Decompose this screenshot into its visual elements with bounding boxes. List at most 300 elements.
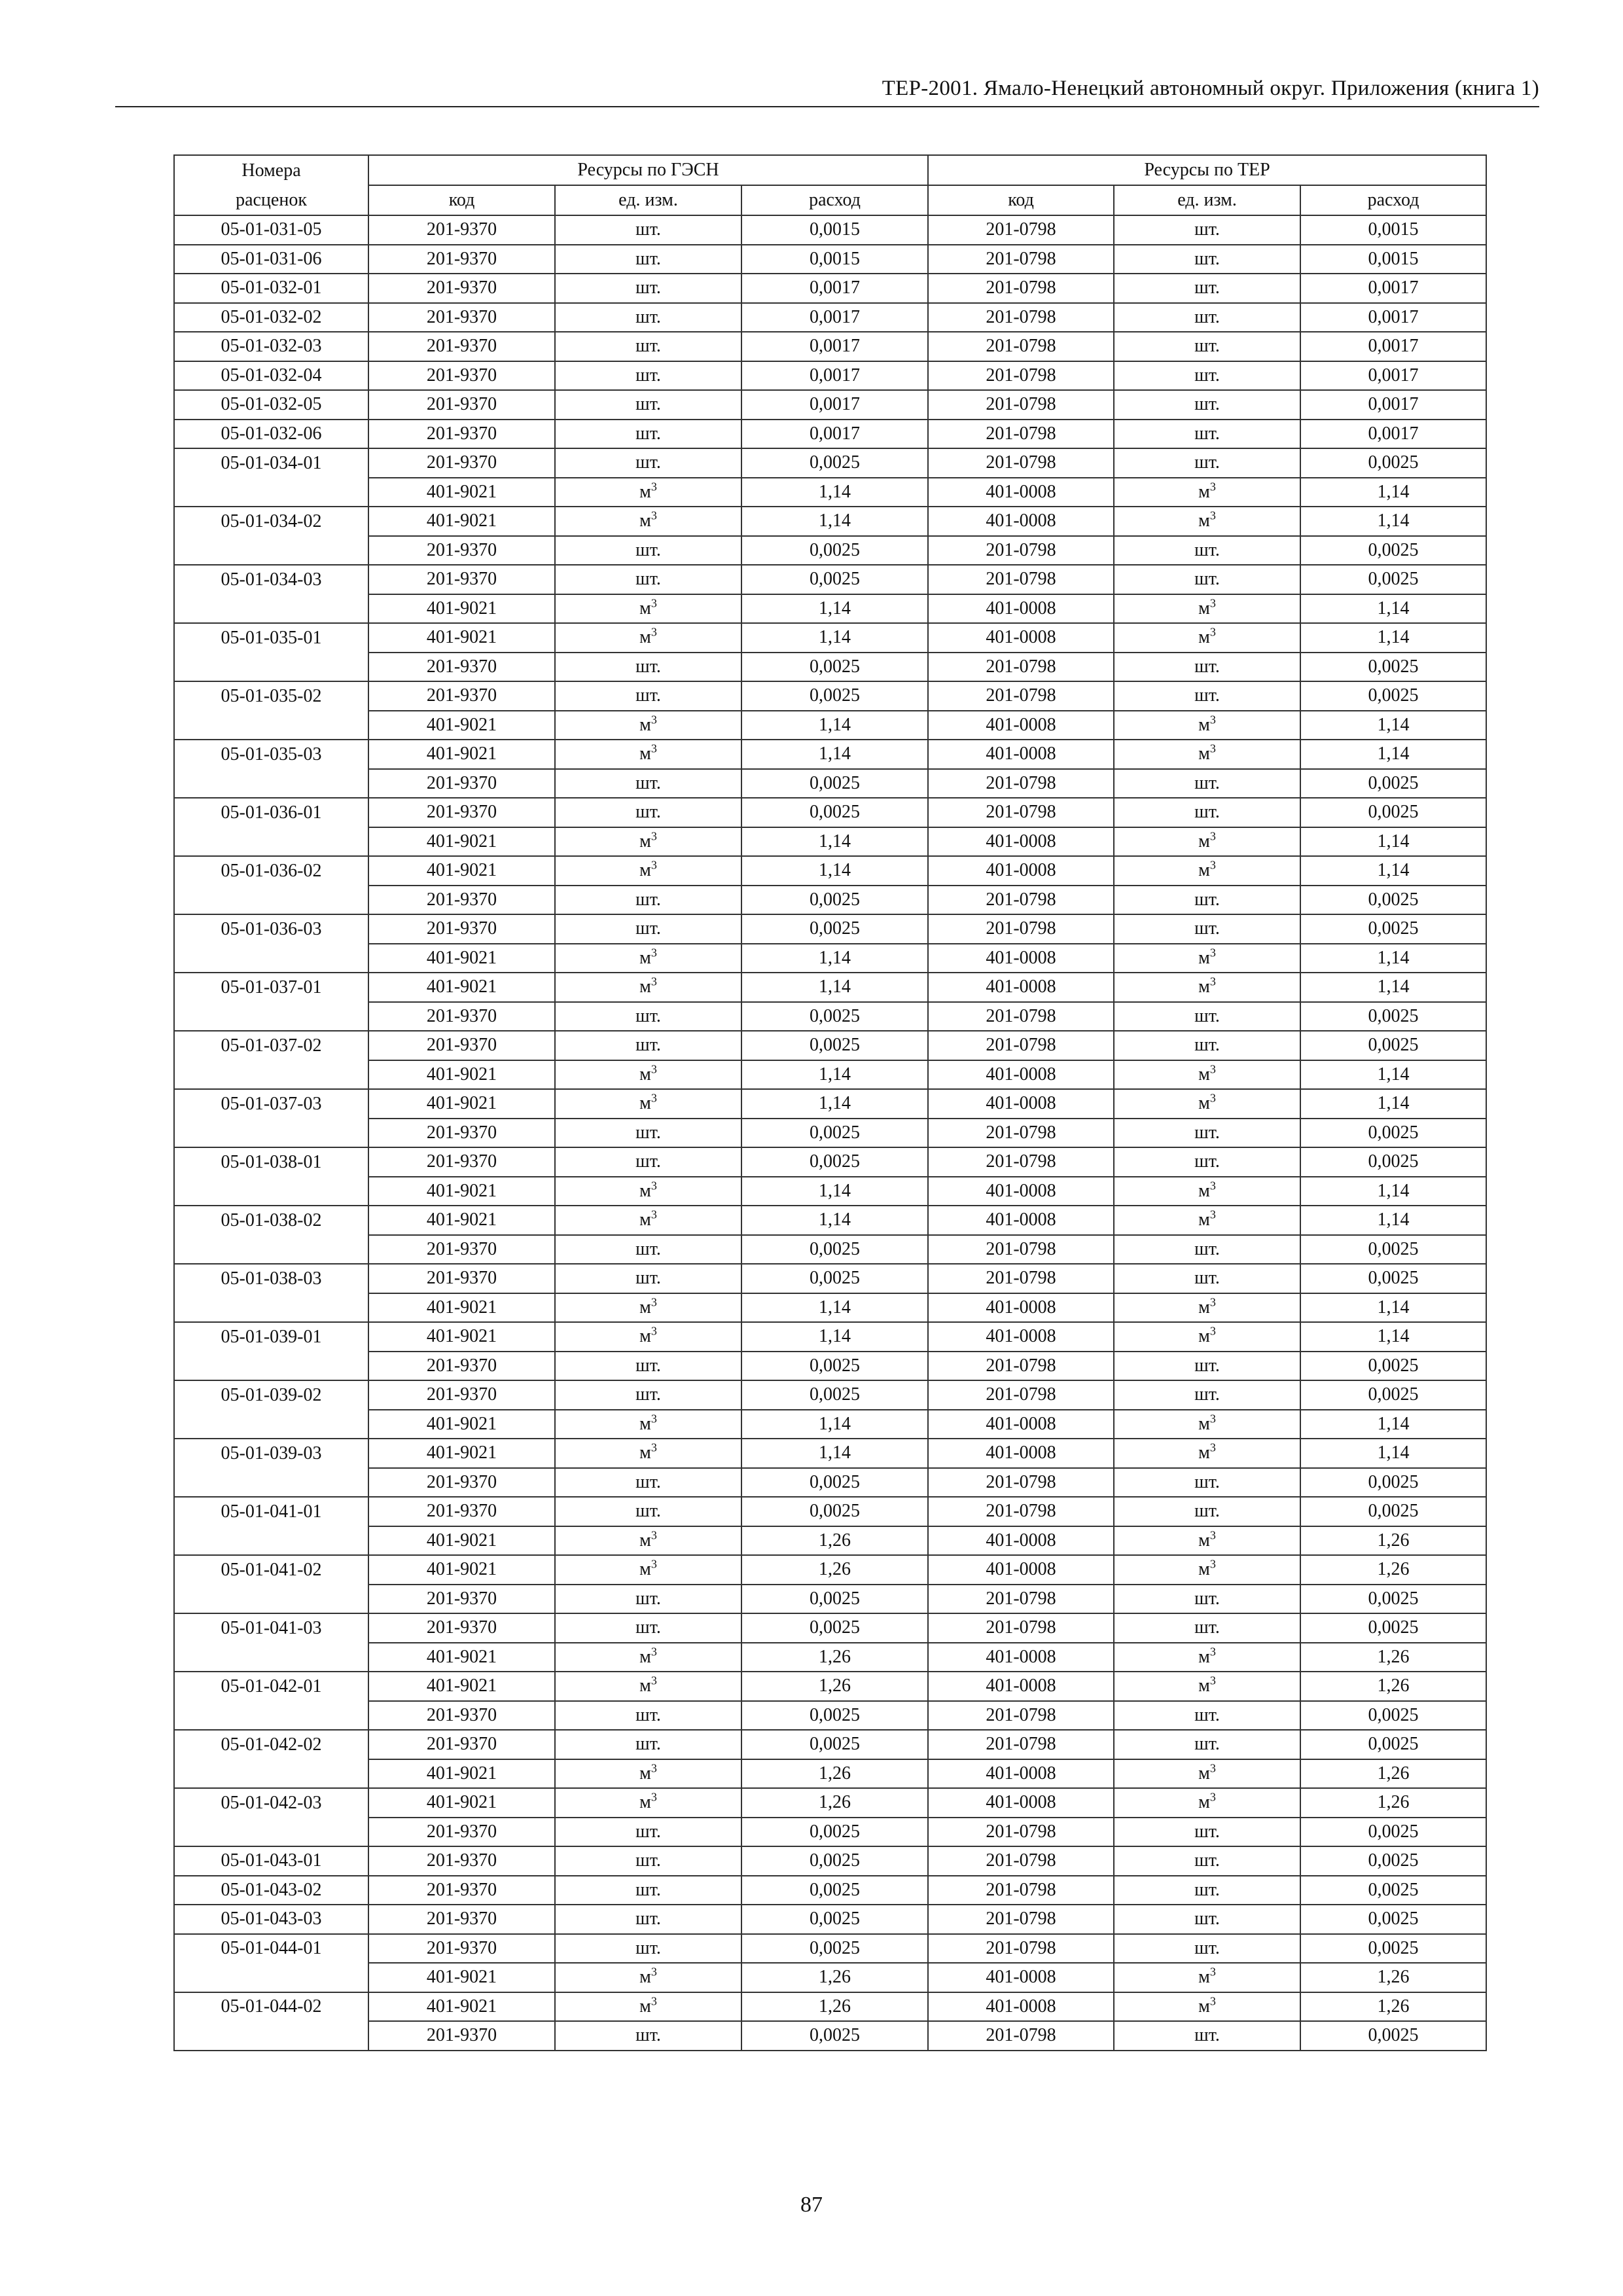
gesn-unit-cell-text: м bbox=[639, 1297, 651, 1318]
cubic-superscript: 3 bbox=[651, 1441, 657, 1454]
ter-unit-cell bbox=[1114, 827, 1300, 857]
gesn-amount-cell bbox=[741, 623, 928, 653]
gesn-unit-cell-text: шт. bbox=[635, 336, 661, 357]
ter-unit-cell-text: м bbox=[1198, 1676, 1210, 1696]
gesn-unit-cell bbox=[555, 769, 741, 798]
ter-code-cell bbox=[928, 623, 1114, 653]
rate-number-cell-text: 05-01-035-01 bbox=[221, 627, 322, 648]
ter-unit-cell bbox=[1114, 1526, 1300, 1556]
ter-code-cell-text: 201-0798 bbox=[986, 918, 1056, 939]
gesn-resources-header: Ресурсы по ГЭСН bbox=[368, 155, 928, 185]
gesn-amount-cell-text: 1,14 bbox=[819, 1443, 851, 1463]
ter-amount-cell-text: 1,14 bbox=[1377, 1443, 1410, 1463]
ter-code-cell bbox=[928, 1905, 1114, 1934]
rate-number-cell bbox=[174, 2021, 368, 2051]
ter-unit-cell bbox=[1114, 361, 1300, 391]
ter-amount-cell bbox=[1300, 1701, 1486, 1731]
gesn-code-cell bbox=[368, 827, 555, 857]
ter-unit-cell bbox=[1114, 390, 1300, 420]
gesn-unit-cell-text: м bbox=[639, 1180, 651, 1201]
gesn-code-cell bbox=[368, 507, 555, 536]
gesn-amount-cell-text: 0,0025 bbox=[810, 452, 861, 473]
gesn-amount-cell-text: 0,0017 bbox=[810, 394, 861, 415]
ter-amount-cell bbox=[1300, 594, 1486, 624]
gesn-code-cell-text: 401-9021 bbox=[426, 598, 497, 619]
ter-code-cell-text: 401-0008 bbox=[986, 511, 1056, 531]
cubic-superscript: 3 bbox=[651, 1528, 657, 1542]
table-row bbox=[174, 303, 1486, 332]
gesn-amount-cell bbox=[741, 1788, 928, 1818]
gesn-code-cell-text: 401-9021 bbox=[426, 977, 497, 997]
rate-number-cell-text: 05-01-032-04 bbox=[221, 365, 322, 386]
ter-amount-cell bbox=[1300, 448, 1486, 478]
ter-code-cell-text: 401-0008 bbox=[986, 1530, 1056, 1551]
gesn-code-cell-text: 201-9370 bbox=[426, 685, 497, 706]
cubic-superscript: 3 bbox=[651, 946, 657, 960]
ter-code-cell bbox=[928, 1876, 1114, 1905]
gesn-amount-cell-text: 1,14 bbox=[819, 1093, 851, 1114]
gesn-amount-cell bbox=[741, 1643, 928, 1672]
rate-number-cell-text: 05-01-036-03 bbox=[221, 918, 322, 939]
ter-unit-cell bbox=[1114, 1585, 1300, 1614]
table-row bbox=[174, 332, 1486, 361]
table-row bbox=[174, 914, 1486, 944]
gesn-code-cell-text: 201-9370 bbox=[426, 1035, 497, 1056]
gesn-amount-cell bbox=[741, 1322, 928, 1352]
ter-code-cell bbox=[928, 1672, 1114, 1701]
ter-amount-cell bbox=[1300, 1235, 1486, 1265]
cubic-superscript: 3 bbox=[1209, 509, 1216, 522]
ter-amount-cell-text: 0,0025 bbox=[1368, 1501, 1419, 1522]
gesn-amount-cell bbox=[741, 1672, 928, 1701]
table-row bbox=[174, 886, 1486, 915]
ter-code-cell bbox=[928, 886, 1114, 915]
ter-unit-cell-text: шт. bbox=[1194, 1268, 1220, 1289]
ter-unit-cell-text: м bbox=[1198, 1064, 1210, 1085]
ter-code-cell bbox=[928, 332, 1114, 361]
gesn-code-cell bbox=[368, 215, 555, 245]
table-row bbox=[174, 1031, 1486, 1060]
gesn-amount-cell bbox=[741, 1089, 928, 1119]
gesn-code-cell-text: 201-9370 bbox=[426, 1909, 497, 1929]
gesn-code-cell-text: 201-9370 bbox=[426, 278, 497, 298]
gesn-amount-cell bbox=[741, 1992, 928, 2022]
gesn-amount-cell bbox=[741, 856, 928, 886]
ter-amount-cell-text: 0,0025 bbox=[1368, 1384, 1419, 1405]
gesn-amount-cell-text: 1,14 bbox=[819, 977, 851, 997]
ter-amount-cell-text: 0,0025 bbox=[1368, 1850, 1419, 1871]
cubic-superscript: 3 bbox=[1209, 625, 1216, 639]
rate-number-cell-text: 05-01-031-05 bbox=[221, 219, 322, 240]
ter-amount-cell bbox=[1300, 565, 1486, 594]
ter-code-cell-text: 201-0798 bbox=[986, 1821, 1056, 1842]
gesn-amount-cell bbox=[741, 420, 928, 449]
gesn-code-cell-text: 201-9370 bbox=[426, 1850, 497, 1871]
gesn-unit-cell bbox=[555, 1701, 741, 1731]
ter-code-cell bbox=[928, 1410, 1114, 1439]
cubic-superscript: 3 bbox=[651, 1557, 657, 1571]
gesn-code-cell bbox=[368, 1410, 555, 1439]
ter-amount-cell-text: 0,0025 bbox=[1368, 1734, 1419, 1755]
ter-amount-cell-text: 0,0015 bbox=[1368, 248, 1419, 269]
ter-unit-cell bbox=[1114, 769, 1300, 798]
table-row bbox=[174, 1613, 1486, 1643]
gesn-amount-cell bbox=[741, 711, 928, 740]
ter-unit-cell-text: м bbox=[1198, 627, 1210, 648]
ter-amount-cell-text: 0,0025 bbox=[1368, 1909, 1419, 1929]
table-row bbox=[174, 1643, 1486, 1672]
ter-code-cell-text: 201-0798 bbox=[986, 1588, 1056, 1609]
ter-code-cell-text: 201-0798 bbox=[986, 1005, 1056, 1026]
gesn-unit-cell-text: м bbox=[639, 1646, 651, 1667]
ter-amount-cell bbox=[1300, 1876, 1486, 1905]
gesn-amount-cell bbox=[741, 1352, 928, 1381]
ter-code-cell-text: 201-0798 bbox=[986, 1937, 1056, 1958]
ter-code-cell bbox=[928, 1439, 1114, 1468]
gesn-code-cell bbox=[368, 390, 555, 420]
ter-code-cell-text: 201-0798 bbox=[986, 1035, 1056, 1056]
gesn-unit-cell-text: м bbox=[639, 1763, 651, 1784]
gesn-code-cell-text: 201-9370 bbox=[426, 1821, 497, 1842]
ter-code-cell-text: 201-0798 bbox=[986, 394, 1056, 415]
ter-unit-cell bbox=[1114, 245, 1300, 274]
ter-code-cell bbox=[928, 420, 1114, 449]
cubic-superscript: 3 bbox=[1209, 1674, 1216, 1687]
rate-number-cell bbox=[174, 1788, 368, 1818]
gesn-code-cell bbox=[368, 332, 555, 361]
table-row bbox=[174, 1788, 1486, 1818]
ter-code-cell-text: 401-0008 bbox=[986, 1210, 1056, 1230]
gesn-unit-cell-text: м bbox=[639, 1676, 651, 1696]
gesn-amount-cell-text: 1,14 bbox=[819, 714, 851, 735]
ter-unit-cell bbox=[1114, 1206, 1300, 1235]
table-row bbox=[174, 536, 1486, 565]
gesn-amount-cell-text: 0,0017 bbox=[810, 336, 861, 357]
rate-number-cell bbox=[174, 1934, 368, 1964]
ter-amount-cell bbox=[1300, 507, 1486, 536]
ter-unit-cell-text: м bbox=[1198, 860, 1210, 881]
ter-code-cell-text: 201-0798 bbox=[986, 685, 1056, 706]
table-row bbox=[174, 1730, 1486, 1759]
ter-unit-cell-text: шт. bbox=[1194, 1821, 1220, 1842]
gesn-amount-cell-text: 0,0025 bbox=[810, 656, 861, 677]
rate-number-cell bbox=[174, 1060, 368, 1090]
ter-amount-cell-text: 1,14 bbox=[1377, 1210, 1410, 1230]
cubic-superscript: 3 bbox=[651, 1091, 657, 1105]
gesn-code-cell-text: 401-9021 bbox=[426, 1326, 497, 1347]
rate-number-cell-text: 05-01-041-02 bbox=[221, 1559, 322, 1580]
gesn-unit-cell bbox=[555, 536, 741, 565]
gesn-unit-cell bbox=[555, 594, 741, 624]
ter-amount-cell-text: 0,0025 bbox=[1368, 918, 1419, 939]
table-row bbox=[174, 448, 1486, 478]
gesn-code-cell-text: 401-9021 bbox=[426, 1559, 497, 1580]
gesn-amount-cell-text: 1,14 bbox=[819, 1064, 851, 1085]
rate-number-cell-text: 05-01-038-03 bbox=[221, 1268, 322, 1289]
ter-code-cell bbox=[928, 303, 1114, 332]
ter-amount-cell-text: 0,0025 bbox=[1368, 1122, 1419, 1143]
gesn-code-cell bbox=[368, 1905, 555, 1934]
gesn-unit-cell bbox=[555, 1410, 741, 1439]
ter-code-cell-text: 201-0798 bbox=[986, 248, 1056, 269]
ter-amount-cell bbox=[1300, 856, 1486, 886]
gesn-amount-cell bbox=[741, 1730, 928, 1759]
rate-number-cell bbox=[174, 1526, 368, 1556]
gesn-amount-cell bbox=[741, 245, 928, 274]
gesn-code-cell-text: 401-9021 bbox=[426, 1676, 497, 1696]
rate-number-cell bbox=[174, 1730, 368, 1759]
ter-unit-cell-text: м bbox=[1198, 598, 1210, 619]
gesn-code-cell bbox=[368, 1818, 555, 1847]
rate-number-cell-text: 05-01-042-02 bbox=[221, 1734, 322, 1755]
rate-number-cell-text: 05-01-041-01 bbox=[221, 1501, 322, 1522]
gesn-code-cell bbox=[368, 1585, 555, 1614]
gesn-amount-cell bbox=[741, 740, 928, 769]
gesn-unit-cell bbox=[555, 1788, 741, 1818]
gesn-code-cell bbox=[368, 1526, 555, 1556]
ter-unit-cell-text: м bbox=[1198, 1297, 1210, 1318]
ter-amount-cell bbox=[1300, 1818, 1486, 1847]
ter-code-cell-text: 201-0798 bbox=[986, 772, 1056, 793]
ter-amount-cell bbox=[1300, 1264, 1486, 1293]
gesn-unit-cell-text: шт. bbox=[635, 1122, 661, 1143]
ter-unit-cell-text: шт. bbox=[1194, 1850, 1220, 1871]
ter-unit-cell-text: шт. bbox=[1194, 219, 1220, 240]
gesn-unit-cell-text: м bbox=[639, 1413, 651, 1434]
gesn-code-cell bbox=[368, 914, 555, 944]
table-row bbox=[174, 769, 1486, 798]
gesn-unit-cell bbox=[555, 914, 741, 944]
gesn-code-cell bbox=[368, 361, 555, 391]
ter-unit-cell bbox=[1114, 565, 1300, 594]
gesn-unit-cell-text: м bbox=[639, 598, 651, 619]
ter-unit-cell-text: м bbox=[1198, 1763, 1210, 1784]
ter-amount-cell bbox=[1300, 1963, 1486, 1992]
gesn-unit-cell-text: м bbox=[639, 481, 651, 502]
gesn-unit-cell-text: шт. bbox=[635, 1821, 661, 1842]
gesn-unit-cell-text: м bbox=[639, 1559, 651, 1580]
ter-amount-cell-text: 0,0025 bbox=[1368, 1268, 1419, 1289]
gesn-unit-cell bbox=[555, 1526, 741, 1556]
ter-code-cell-text: 401-0008 bbox=[986, 627, 1056, 648]
rate-number-cell bbox=[174, 1992, 368, 2022]
ter-code-cell-text: 401-0008 bbox=[986, 1559, 1056, 1580]
gesn-unit-cell bbox=[555, 1031, 741, 1060]
ter-unit-cell bbox=[1114, 1759, 1300, 1789]
rate-number-cell-text: 05-01-039-03 bbox=[221, 1443, 322, 1463]
gesn-code-cell bbox=[368, 1788, 555, 1818]
rate-number-cell-text: 05-01-042-01 bbox=[221, 1676, 322, 1696]
ter-amount-cell bbox=[1300, 1613, 1486, 1643]
gesn-unit-cell-text: шт. bbox=[635, 656, 661, 677]
gesn-code-cell-text: 201-9370 bbox=[426, 1151, 497, 1172]
gesn-amount-cell-text: 1,14 bbox=[819, 744, 851, 764]
ter-unit-cell-text: м bbox=[1198, 744, 1210, 764]
cubic-superscript: 3 bbox=[651, 1965, 657, 1979]
gesn-amount-cell-text: 0,0025 bbox=[810, 1937, 861, 1958]
ter-code-cell bbox=[928, 1060, 1114, 1090]
gesn-unit-cell-text: шт. bbox=[635, 394, 661, 415]
rate-number-cell-text: 05-01-037-02 bbox=[221, 1035, 322, 1056]
ter-unit-cell bbox=[1114, 1963, 1300, 1992]
table-row bbox=[174, 1439, 1486, 1468]
gesn-unit-cell-text: м bbox=[639, 831, 651, 852]
ter-unit-cell-text: шт. bbox=[1194, 1588, 1220, 1609]
ter-amount-cell bbox=[1300, 740, 1486, 769]
ter-amount-cell bbox=[1300, 1846, 1486, 1876]
rate-number-cell-text: 05-01-037-03 bbox=[221, 1093, 322, 1114]
gesn-amount-cell-text: 1,14 bbox=[819, 481, 851, 502]
ter-unit-header: ед. изм. bbox=[1114, 185, 1300, 215]
gesn-unit-cell-text: м bbox=[639, 977, 651, 997]
gesn-unit-cell bbox=[555, 1730, 741, 1759]
cubic-superscript: 3 bbox=[651, 1790, 657, 1804]
ter-unit-cell bbox=[1114, 507, 1300, 536]
rate-number-cell bbox=[174, 827, 368, 857]
table-row bbox=[174, 1672, 1486, 1701]
gesn-code-cell bbox=[368, 1439, 555, 1468]
gesn-code-cell-text: 401-9021 bbox=[426, 1792, 497, 1813]
gesn-code-cell-text: 401-9021 bbox=[426, 1413, 497, 1434]
gesn-amount-cell-text: 0,0025 bbox=[810, 1384, 861, 1405]
rate-number-cell bbox=[174, 1206, 368, 1235]
gesn-code-cell bbox=[368, 1992, 555, 2022]
cubic-superscript: 3 bbox=[651, 858, 657, 872]
ter-unit-cell bbox=[1114, 886, 1300, 915]
ter-code-cell-text: 401-0008 bbox=[986, 1763, 1056, 1784]
gesn-unit-cell bbox=[555, 623, 741, 653]
cubic-superscript: 3 bbox=[1209, 1761, 1216, 1775]
table-row bbox=[174, 565, 1486, 594]
gesn-unit-cell-text: шт. bbox=[635, 539, 661, 560]
ter-amount-cell-text: 0,0025 bbox=[1368, 889, 1419, 910]
gesn-unit-cell-text: м bbox=[639, 744, 651, 764]
rate-number-cell bbox=[174, 1963, 368, 1992]
ter-unit-cell-text: шт. bbox=[1194, 1122, 1220, 1143]
ter-amount-cell-text: 1,14 bbox=[1377, 598, 1410, 619]
cubic-superscript: 3 bbox=[651, 1674, 657, 1687]
table-row bbox=[174, 2021, 1486, 2051]
ter-unit-cell-text: шт. bbox=[1194, 1005, 1220, 1026]
cubic-superscript: 3 bbox=[651, 1208, 657, 1221]
ter-code-cell-text: 201-0798 bbox=[986, 219, 1056, 240]
ter-amount-cell-text: 1,26 bbox=[1377, 1763, 1410, 1784]
gesn-unit-cell bbox=[555, 1613, 741, 1643]
gesn-unit-cell bbox=[555, 740, 741, 769]
cubic-superscript: 3 bbox=[651, 1295, 657, 1309]
table-row bbox=[174, 245, 1486, 274]
gesn-amount-cell-text: 0,0015 bbox=[810, 219, 861, 240]
ter-amount-cell-text: 0,0017 bbox=[1368, 365, 1419, 386]
ter-code-cell-text: 201-0798 bbox=[986, 889, 1056, 910]
ter-code-cell bbox=[928, 361, 1114, 391]
ter-unit-cell-text: м bbox=[1198, 1559, 1210, 1580]
gesn-amount-cell-text: 0,0025 bbox=[810, 772, 861, 793]
table-row bbox=[174, 653, 1486, 682]
ter-unit-cell bbox=[1114, 448, 1300, 478]
gesn-amount-cell bbox=[741, 536, 928, 565]
ter-amount-cell bbox=[1300, 1380, 1486, 1410]
ter-amount-cell-text: 0,0025 bbox=[1368, 539, 1419, 560]
gesn-unit-cell-text: шт. bbox=[635, 1501, 661, 1522]
page-header bbox=[115, 73, 1539, 107]
ter-code-cell-text: 201-0798 bbox=[986, 1850, 1056, 1871]
cubic-superscript: 3 bbox=[1209, 858, 1216, 872]
ter-code-cell bbox=[928, 944, 1114, 973]
gesn-code-cell-text: 201-9370 bbox=[426, 452, 497, 473]
gesn-code-cell bbox=[368, 973, 555, 1002]
table-row bbox=[174, 827, 1486, 857]
ter-code-cell bbox=[928, 390, 1114, 420]
rate-number-cell bbox=[174, 1876, 368, 1905]
ter-unit-cell-text: шт. bbox=[1194, 365, 1220, 386]
rate-number-cell bbox=[174, 1846, 368, 1876]
table-row bbox=[174, 623, 1486, 653]
ter-unit-cell bbox=[1114, 1293, 1300, 1323]
gesn-amount-cell bbox=[741, 1497, 928, 1526]
ter-unit-cell bbox=[1114, 215, 1300, 245]
cubic-superscript: 3 bbox=[1209, 1295, 1216, 1309]
gesn-amount-cell bbox=[741, 1293, 928, 1323]
ter-code-cell bbox=[928, 478, 1114, 507]
rate-number-cell bbox=[174, 1905, 368, 1934]
gesn-amount-cell-text: 1,26 bbox=[819, 1676, 851, 1696]
gesn-code-cell bbox=[368, 623, 555, 653]
table-row bbox=[174, 1934, 1486, 1964]
rate-number-cell bbox=[174, 274, 368, 303]
ter-amount-cell-text: 1,26 bbox=[1377, 1530, 1410, 1551]
ter-code-cell bbox=[928, 798, 1114, 827]
rate-number-cell bbox=[174, 1031, 368, 1060]
ter-amount-cell bbox=[1300, 2021, 1486, 2051]
ter-code-cell bbox=[928, 1380, 1114, 1410]
ter-amount-cell bbox=[1300, 1672, 1486, 1701]
gesn-unit-cell-text: м bbox=[639, 1326, 651, 1347]
gesn-code-cell-text: 401-9021 bbox=[426, 1210, 497, 1230]
gesn-unit-cell-text: шт. bbox=[635, 1588, 661, 1609]
gesn-code-cell-text: 201-9370 bbox=[426, 656, 497, 677]
gesn-unit-cell bbox=[555, 1235, 741, 1265]
ter-unit-cell bbox=[1114, 1002, 1300, 1031]
ter-amount-cell-text: 0,0017 bbox=[1368, 278, 1419, 298]
ter-amount-cell bbox=[1300, 653, 1486, 682]
rate-number-cell bbox=[174, 798, 368, 827]
ter-unit-cell bbox=[1114, 623, 1300, 653]
ter-code-cell-text: 401-0008 bbox=[986, 1443, 1056, 1463]
table-row bbox=[174, 1585, 1486, 1614]
gesn-unit-cell bbox=[555, 798, 741, 827]
gesn-amount-cell-text: 0,0025 bbox=[810, 802, 861, 823]
ter-code-cell bbox=[928, 1089, 1114, 1119]
ter-amount-cell-text: 0,0017 bbox=[1368, 423, 1419, 444]
ter-unit-cell bbox=[1114, 478, 1300, 507]
ter-code-cell-text: 201-0798 bbox=[986, 1617, 1056, 1638]
ter-unit-cell-text: м bbox=[1198, 1530, 1210, 1551]
ter-amount-cell bbox=[1300, 1322, 1486, 1352]
cubic-superscript: 3 bbox=[651, 1412, 657, 1426]
rate-number-cell bbox=[174, 1439, 368, 1468]
gesn-unit-cell bbox=[555, 1934, 741, 1964]
gesn-amount-cell bbox=[741, 769, 928, 798]
gesn-unit-cell bbox=[555, 681, 741, 711]
gesn-amount-cell-text: 0,0025 bbox=[810, 918, 861, 939]
gesn-unit-cell-text: м bbox=[639, 1996, 651, 2017]
rate-number-cell-text: 05-01-035-02 bbox=[221, 685, 322, 706]
rate-number-cell-text: 05-01-038-02 bbox=[221, 1210, 322, 1230]
gesn-unit-cell bbox=[555, 420, 741, 449]
ter-unit-cell-text: шт. bbox=[1194, 569, 1220, 590]
gesn-code-cell bbox=[368, 856, 555, 886]
